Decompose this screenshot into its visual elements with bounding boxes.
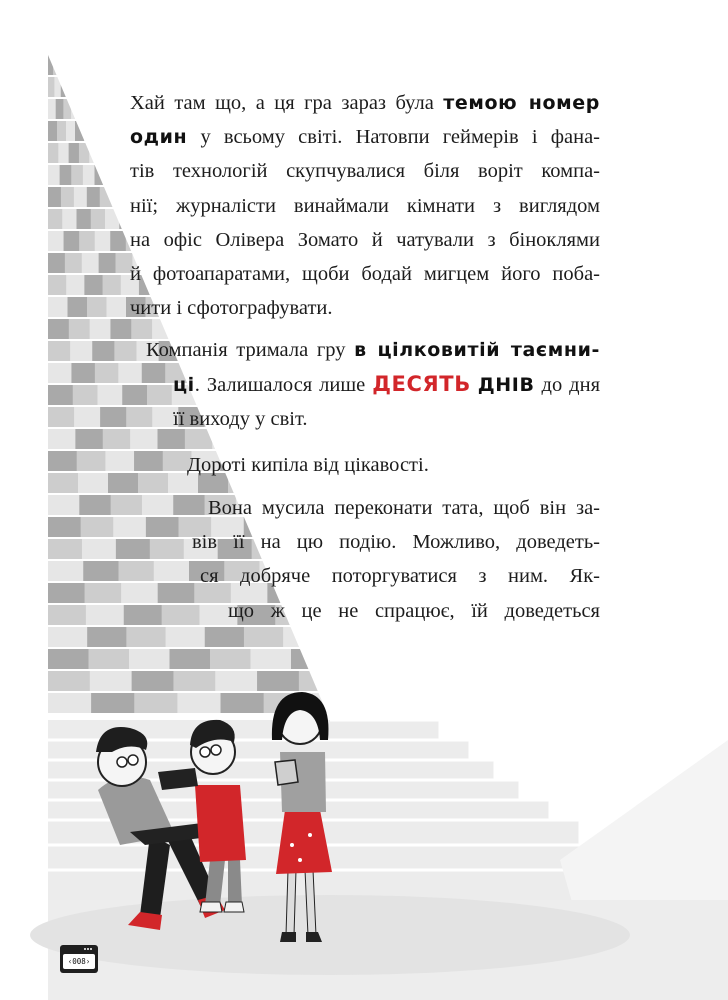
p1-line6: й фотоапаратами, щоби бодай мигцем його поба- — [130, 263, 600, 286]
p2-space — [471, 374, 478, 396]
p4-line2: вів її на цю подію. Можливо, доведеть- — [192, 531, 600, 554]
p1-line2-text: у всьому світі. Натовпи геймерів і фана- — [187, 126, 600, 149]
p2-highlight-days: ДНІВ — [477, 374, 535, 397]
p2-line1-text: Компанія тримала гру — [146, 339, 355, 361]
p2-highlight-secret-end: ці — [173, 374, 195, 397]
p2-line2-mid: . Залишалося лише — [194, 374, 373, 397]
p4-line4: що ж це не спрацює, їй доведеться — [228, 599, 600, 622]
p2-highlight-ten: ДЕСЯТЬ — [372, 372, 471, 397]
paragraph-3 — [187, 448, 600, 482]
page-number: ‹008› — [63, 954, 95, 969]
p1-line7: чити і сфотографувати. — [130, 297, 333, 320]
p1-line3: тів технологій скупчувалися біля воріт компа- — [130, 160, 600, 183]
paragraph-2 — [146, 333, 600, 437]
p1-line1-text: Хай там що, а ця гра зараз була — [130, 92, 444, 114]
paragraph-1 — [130, 86, 600, 325]
page-number-badge — [60, 945, 98, 973]
p3-line1: Дороті кипіла від цікавості. — [187, 454, 429, 476]
p1-highlight-topic: темою номер — [443, 92, 600, 114]
p1-line5: на офіс Олівера Зомато й чатували з біноклями — [130, 228, 600, 251]
browser-window-icon — [84, 948, 94, 951]
p2-line3: її виходу у світ. — [173, 408, 308, 431]
p4-line1: Вона мусила переконати тата, щоб він за- — [208, 497, 600, 519]
paragraph-4 — [192, 491, 600, 628]
p2-line2-end: до дня — [534, 374, 601, 397]
p2-highlight-secret: в цілковитій таємни- — [354, 339, 600, 361]
p1-highlight-one: один — [130, 126, 188, 149]
p1-line4: нії; журналісти винаймали кімнати з виглядом — [130, 194, 600, 217]
p4-line3: ся добряче поторгуватися з ним. Як- — [200, 565, 600, 588]
